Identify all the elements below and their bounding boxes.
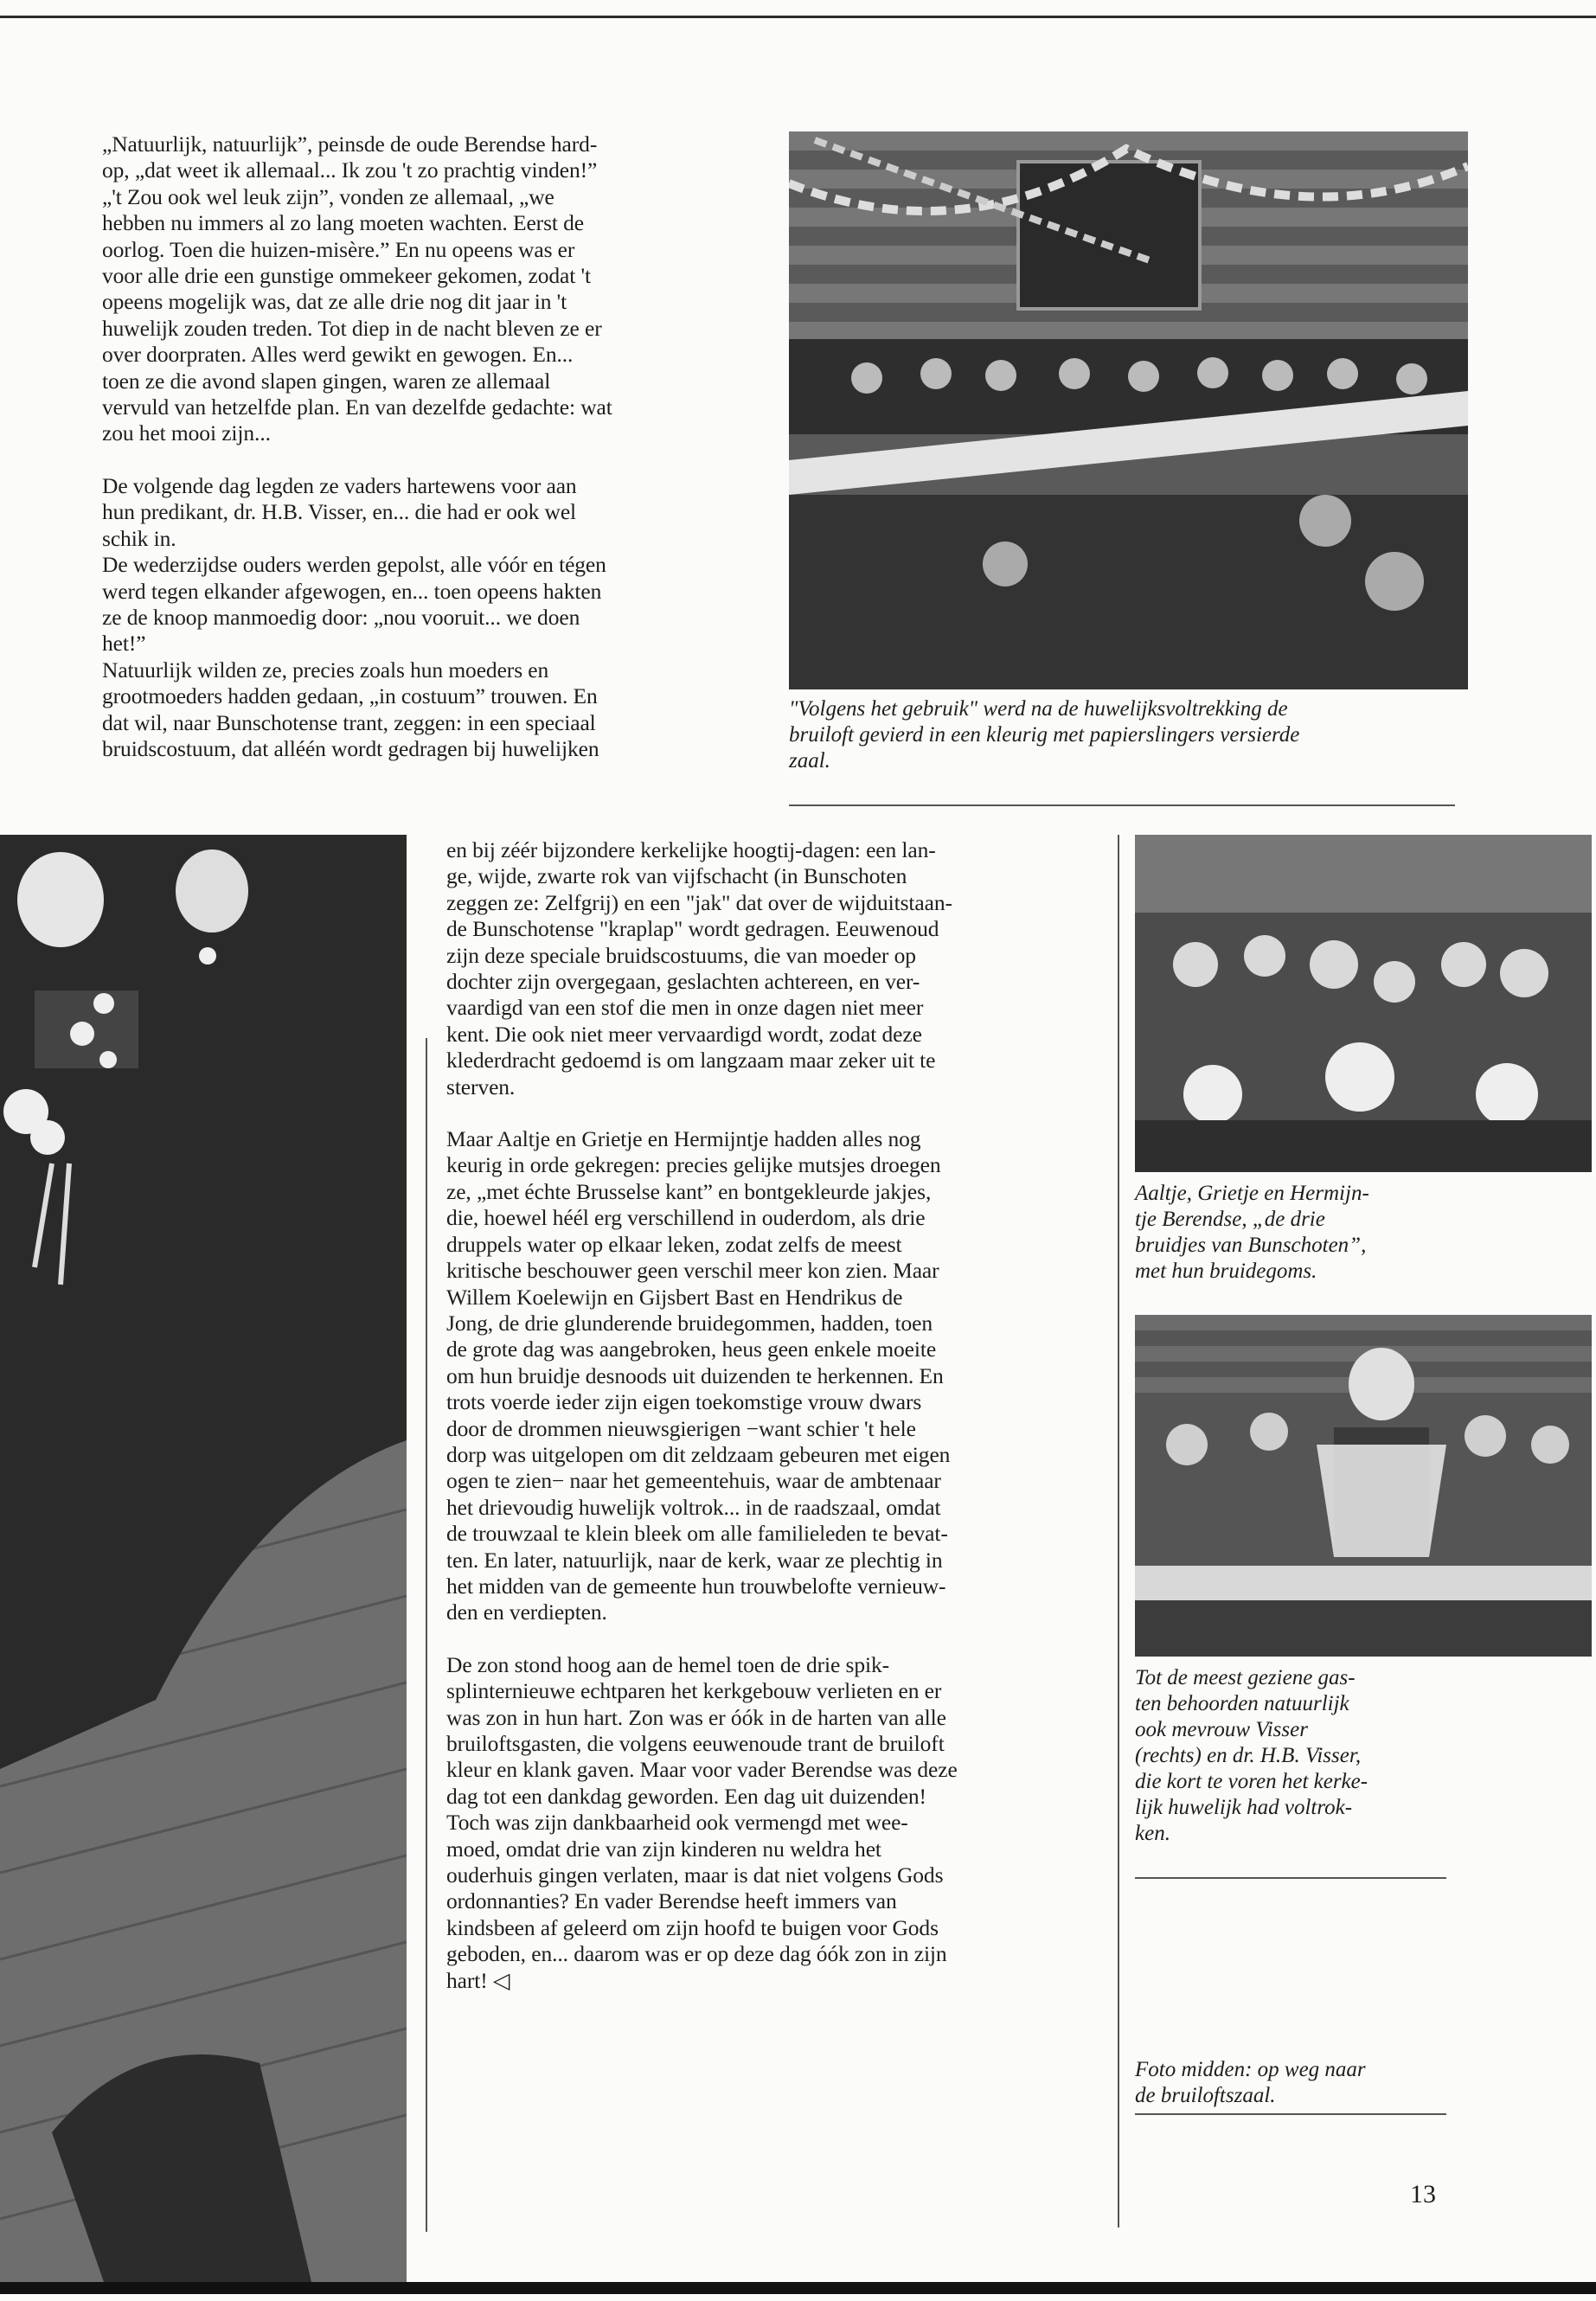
article-column-2	[446, 837, 1078, 2020]
caption-middle-photo: Foto midden: op weg naar de bruiloftszaal.	[1135, 2058, 1366, 2107]
column-divider-left	[426, 1038, 427, 2232]
column-divider-right	[1118, 835, 1119, 2227]
photo-brides-walking	[0, 835, 407, 2282]
paragraph: De volgende dag legden ze vaders hartewens voor aan hun predikant, dr. H.B. Visser, en... die had er ook wel schik in. De wederzijdse ouders werden gepolst, alle vóór en tégen werd tegen elkander afgewogen, en... toen opeens hakten ze de knoop manmoedig door: „nou vooruit... we doen het!” Natuurlijk wilden ze, precies zoals hun moeders en grootmoeders hadden gedaan, „in costuum” trouwen. En dat wil, naar Bunschotense trant, zeggen: in een speciaal bruidscostuum, dat alléén wordt gedragen bij huwelijken	[102, 472, 606, 761]
photo-brides-and-grooms	[1135, 835, 1592, 1172]
caption-rule	[789, 804, 1455, 806]
caption-brides: Aaltje, Grietje en Hermijn- tje Berendse, „de drie bruidjes van Bunschoten”, met hun bruidegoms.	[1135, 1182, 1369, 1283]
photo-guests	[1135, 1315, 1592, 1657]
caption-rule	[1135, 1877, 1446, 1879]
top-rule	[0, 16, 1596, 18]
bottom-rule	[0, 2282, 1596, 2294]
caption-top-photo: "Volgens het gebruik" werd na de huwelijksvoltrekking de bruiloft gevierd in een kleurig met papierslingers versierde zaal.	[789, 697, 1300, 772]
page-number: 13	[1410, 2180, 1436, 2208]
paragraph: Maar Aaltje en Grietje en Hermijntje hadden alles nog keurig in orde gekregen: precies gelijke mutsjes droegen ze, „met échte Brusselse kant” en bontgekleurde jakjes, die, hoewel héél erg verschillend in ouderdom, als drie druppels water op elkaar leken, zodat zelfs de meest kritische beschouwer geen verschil meer kon zien. Maar Willem Koelewijn en Gijsbert Bast en Hendrikus de Jong, de drie glunderende bruidegommen, hadden, toen de grote dag was aangebroken, heus geen enkele moeite om hun bruidje desnoods uit duizenden te herkennen. En trots voerde ieder zijn eigen toekomstige vrouw dwars door de drommen nieuwsgierigen −want schier 't hele dorp was uitgelopen om dit zeldzaam gebeuren met eigen ogen te zien− naar het gemeentehuis, waar de ambtenaar het drievoudig huwelijk voltrok... in de raadszaal, omdat de trouwzaal te klein bleek om alle familieleden te bevat- ten. En later, natuurlijk, naar de kerk, waar ze plechtig in het midden van de gemeente hun trouwbelofte vernieuw- den en verdiepten.	[446, 1126, 951, 1625]
caption-rule	[1135, 2113, 1446, 2115]
caption-guests: Tot de meest geziene gas- ten behoorden natuurlijk ook mevrouw Visser (rechts) en dr. H.B. Visser, die kort te voren het kerke- lijk huwelijk had voltrok- ken.	[1135, 1666, 1368, 1845]
article-column-1	[102, 131, 742, 788]
paragraph: De zon stond hoog aan de hemel toen de drie spik- splinternieuwe echtparen het kerkgebouw verlieten en er was zon in hun hart. Zon was er óók in de harten van alle bruiloftsgasten, die volgens eeuwenoude trant de bruiloft kleur en klank gaven. Maar voor vader Berendse was deze dag tot een dankdag geworden. Een dag uit duizenden! Toch was zijn dankbaarheid ook vermengd met wee- moed, omdat drie van zijn kinderen nu weldra het ouderhuis gingen verlaten, maar is dat niet volgens Gods ordonnanties? En vader Berendse heeft immers van kindsbeen af geleerd om zijn hoofd te buigen voor Gods geboden, en... daarom was er op deze dag óók zon in zijn hart! ◁	[446, 1651, 958, 1993]
photo-wedding-banquet	[789, 131, 1468, 689]
paragraph: en bij zéér bijzondere kerkelijke hoogtij-dagen: een lan- ge, wijde, zwarte rok van vijfschacht (in Bunschoten zeggen ze: Zelfgrij) en een "jak" dat over de wijduitstaan- de Bunschotense "kraplap" wordt gedragen. Eeuwenoud zijn deze speciale bruidscostuums, die van moeder op dochter zijn overgegaan, geslachten achtereen, en ver- vaardigd van een stof die men in onze dagen niet meer kent. Die ook niet meer vervaardigd wordt, zodat deze klederdracht gedoemd is om langzaam maar zeker uit te sterven.	[446, 837, 952, 1099]
paragraph: „Natuurlijk, natuurlijk”, peinsde de oude Berendse hard- op, „dat weet ik allemaal... Ik zou 't zo prachtig vinden!” „'t Zou ook wel leuk zijn”, vonden ze allemaal, „we hebben nu immers al zo lang moeten wachten. Eerst de oorlog. Toen die huizen-misère.” En nu opeens was er voor alle drie een gunstige ommekeer gekomen, zodat 't opeens mogelijk was, dat ze alle drie nog dit jaar in 't huwelijk zouden treden. Tot diep in de nacht bleven ze er over doorpraten. Alles werd gewikt en gewogen. En... toen ze die avond slapen gingen, waren ze allemaal vervuld van hetzelfde plan. En van dezelfde gedachte: wat zou het mooi zijn...	[102, 131, 612, 446]
